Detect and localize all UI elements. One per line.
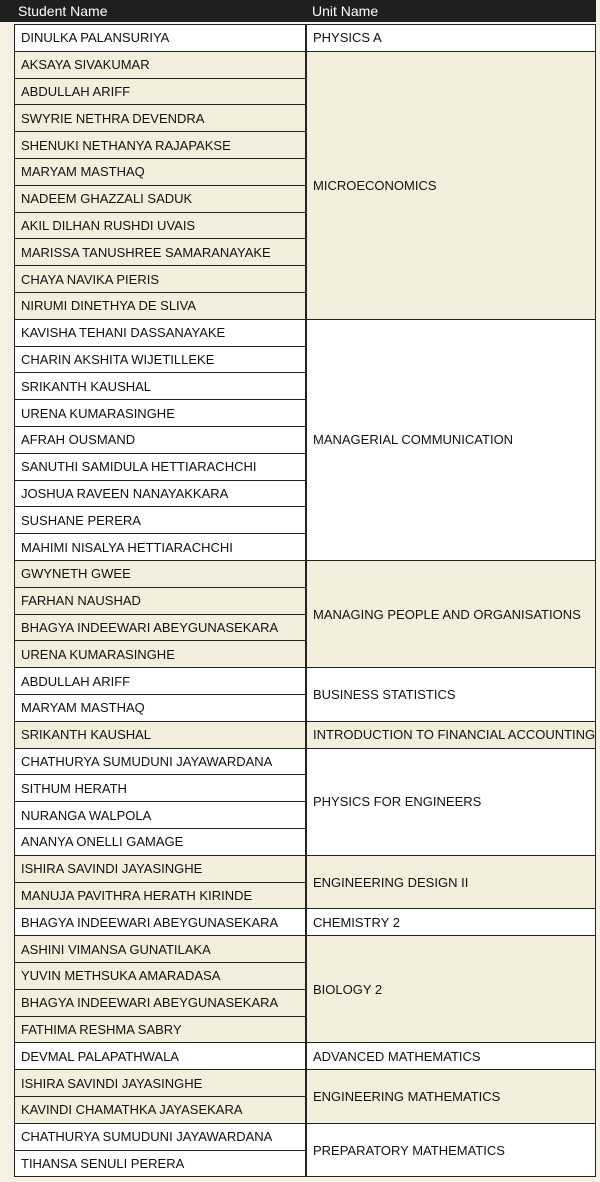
student-name-cell: MANUJA PAVITHRA HERATH KIRINDE bbox=[14, 882, 306, 910]
student-name-cell: NURANGA WALPOLA bbox=[14, 801, 306, 829]
student-name-cell: SRIKANTH KAUSHAL bbox=[14, 372, 306, 400]
unit-name-cell: PHYSICS A bbox=[306, 24, 596, 52]
student-name-cell: ISHIRA SAVINDI JAYASINGHE bbox=[14, 855, 306, 883]
student-name-cell: NADEEM GHAZZALI SADUK bbox=[14, 185, 306, 213]
student-name-cell: FARHAN NAUSHAD bbox=[14, 587, 306, 615]
unit-name-cell: ENGINEERING DESIGN II bbox=[306, 855, 596, 910]
student-name-cell: MARYAM MASTHAQ bbox=[14, 694, 306, 722]
student-name-cell: MARYAM MASTHAQ bbox=[14, 158, 306, 186]
unit-name-cell: MANAGERIAL COMMUNICATION bbox=[306, 319, 596, 561]
student-name-cell: AFRAH OUSMAND bbox=[14, 426, 306, 454]
unit-name-cell: INTRODUCTION TO FINANCIAL ACCOUNTING bbox=[306, 721, 596, 749]
student-name-cell: AKSAYA SIVAKUMAR bbox=[14, 51, 306, 79]
student-name-cell: YUVIN METHSUKA AMARADASA bbox=[14, 962, 306, 990]
student-name-cell: DEVMAL PALAPATHWALA bbox=[14, 1042, 306, 1070]
student-name-cell: CHATHURYA SUMUDUNI JAYAWARDANA bbox=[14, 748, 306, 776]
student-name-cell: BHAGYA INDEEWARI ABEYGUNASEKARA bbox=[14, 908, 306, 936]
unit-name-cell: PHYSICS FOR ENGINEERS bbox=[306, 748, 596, 856]
student-name-cell: SWYRIE NETHRA DEVENDRA bbox=[14, 104, 306, 132]
student-name-cell: SANUTHI SAMIDULA HETTIARACHCHI bbox=[14, 453, 306, 481]
student-name-cell: ANANYA ONELLI GAMAGE bbox=[14, 828, 306, 856]
student-name-cell: TIHANSA SENULI PERERA bbox=[14, 1150, 306, 1178]
unit-name-cell: ENGINEERING MATHEMATICS bbox=[306, 1069, 596, 1124]
student-name-cell: DINULKA PALANSURIYA bbox=[14, 24, 306, 52]
student-name-cell: URENA KUMARASINGHE bbox=[14, 640, 306, 668]
student-name-cell: BHAGYA INDEEWARI ABEYGUNASEKARA bbox=[14, 989, 306, 1017]
student-name-cell: ASHINI VIMANSA GUNATILAKA bbox=[14, 935, 306, 963]
student-name-cell: URENA KUMARASINGHE bbox=[14, 399, 306, 427]
unit-name-cell: MICROECONOMICS bbox=[306, 51, 596, 320]
table-header bbox=[0, 0, 596, 22]
student-name-cell: FATHIMA RESHMA SABRY bbox=[14, 1016, 306, 1044]
unit-name-cell: MANAGING PEOPLE AND ORGANISATIONS bbox=[306, 560, 596, 668]
unit-name-cell: BIOLOGY 2 bbox=[306, 935, 596, 1043]
unit-name-header: Unit Name bbox=[312, 3, 379, 19]
student-name-cell: ABDULLAH ARIFF bbox=[14, 78, 306, 106]
unit-name-cell: ADVANCED MATHEMATICS bbox=[306, 1042, 596, 1070]
student-name-cell: SITHUM HERATH bbox=[14, 774, 306, 802]
student-name-cell: SUSHANE PERERA bbox=[14, 506, 306, 534]
student-name-cell: NIRUMI DINETHYA DE SLIVA bbox=[14, 292, 306, 320]
student-name-cell: ISHIRA SAVINDI JAYASINGHE bbox=[14, 1069, 306, 1097]
student-name-cell: CHATHURYA SUMUDUNI JAYAWARDANA bbox=[14, 1123, 306, 1151]
student-name-cell: GWYNETH GWEE bbox=[14, 560, 306, 588]
student-name-cell: ABDULLAH ARIFF bbox=[14, 667, 306, 695]
student-name-cell: MAHIMI NISALYA HETTIARACHCHI bbox=[14, 533, 306, 561]
student-name-cell: BHAGYA INDEEWARI ABEYGUNASEKARA bbox=[14, 614, 306, 642]
unit-name-cell: CHEMISTRY 2 bbox=[306, 908, 596, 936]
student-name-cell: MARISSA TANUSHREE SAMARANAYAKE bbox=[14, 238, 306, 266]
unit-name-cell: PREPARATORY MATHEMATICS bbox=[306, 1123, 596, 1178]
student-name-cell: SHENUKI NETHANYA RAJAPAKSE bbox=[14, 131, 306, 159]
unit-name-cell: BUSINESS STATISTICS bbox=[306, 667, 596, 722]
student-name-cell: KAVINDI CHAMATHKA JAYASEKARA bbox=[14, 1096, 306, 1124]
student-name-header: Student Name bbox=[18, 3, 108, 19]
student-name-cell: CHAYA NAVIKA PIERIS bbox=[14, 265, 306, 293]
student-name-cell: KAVISHA TEHANI DASSANAYAKE bbox=[14, 319, 306, 347]
student-name-cell: JOSHUA RAVEEN NANAYAKKARA bbox=[14, 480, 306, 508]
student-name-cell: CHARIN AKSHITA WIJETILLEKE bbox=[14, 346, 306, 374]
student-name-cell: AKIL DILHAN RUSHDI UVAIS bbox=[14, 212, 306, 240]
student-name-cell: SRIKANTH KAUSHAL bbox=[14, 721, 306, 749]
